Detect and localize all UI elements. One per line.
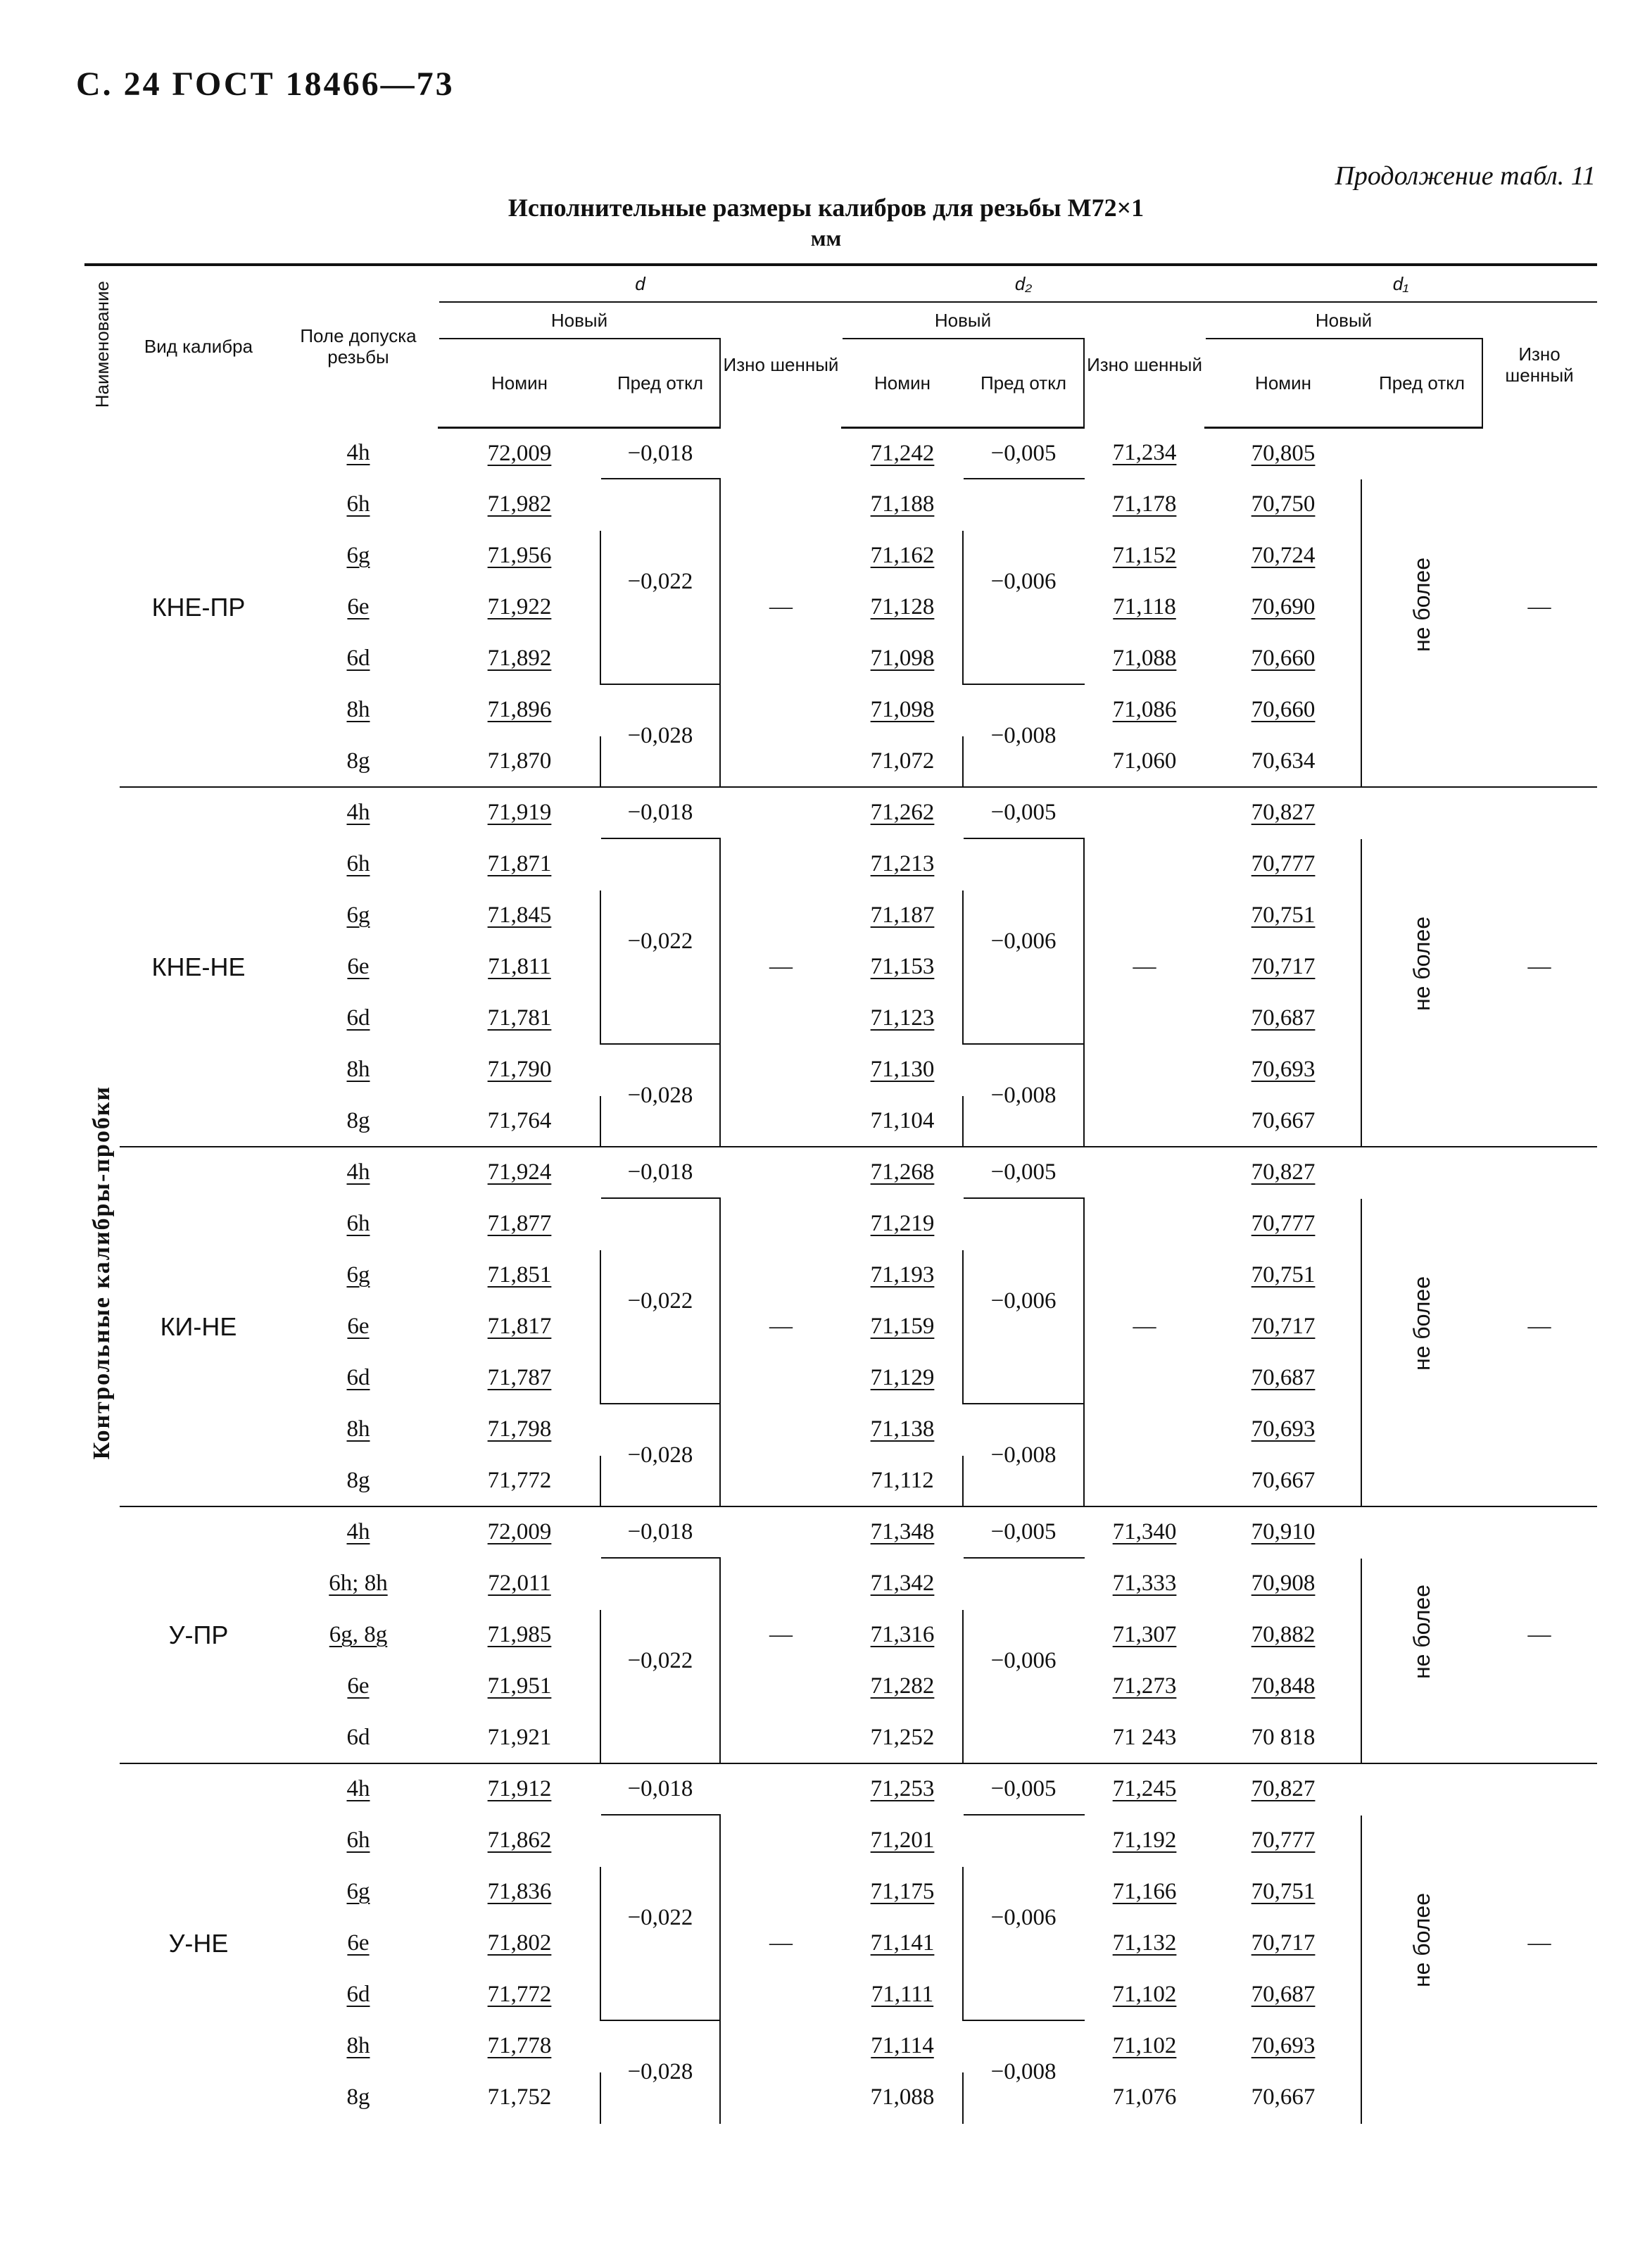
d1-nominal: 70,687	[1251, 1982, 1316, 2007]
d-nominal: 71,919	[487, 800, 552, 825]
d1-worn: —	[1482, 1506, 1596, 1763]
tolerance-field: 6e	[347, 1930, 370, 1956]
d2-nominal: 71,201	[870, 1827, 935, 1853]
header-d2-limit-dev: Пред откл	[963, 339, 1084, 428]
d-nominal: 71,956	[487, 543, 552, 568]
table-row	[85, 787, 1596, 838]
d-nominal: 71,752	[439, 2072, 600, 2123]
header-d-nominal: Номин	[439, 339, 600, 428]
d-nominal: 71,924	[487, 1159, 552, 1185]
d2-worn: 71,273	[1112, 1673, 1177, 1699]
d2-limit-dev: −0,005	[963, 1506, 1084, 1558]
d2-limit-dev: −0,005	[963, 787, 1084, 838]
d2-limit-dev: −0,008	[963, 2020, 1084, 2123]
d2-nominal: 71,112	[842, 1455, 963, 1506]
tolerance-field: 6d	[346, 1982, 370, 2007]
header-name: Наименование	[85, 265, 119, 428]
table-unit: мм	[810, 225, 842, 251]
d2-nominal: 71,268	[870, 1159, 935, 1185]
d-limit-dev: −0,022	[600, 1815, 720, 2020]
d-nominal: 71,922	[487, 594, 552, 619]
d-nominal: 72,011	[488, 1571, 551, 1596]
tolerance-field: 6g	[346, 1262, 370, 1288]
tolerance-field: 8g	[278, 2072, 439, 2123]
d1-worn: —	[1482, 428, 1596, 788]
d2-worn: 71 243	[1084, 1712, 1205, 1763]
d-nominal: 71,781	[487, 1005, 552, 1031]
d2-nominal: 71,253	[870, 1776, 935, 1801]
d-worn: —	[720, 1763, 842, 2123]
d2-worn: 71,102	[1112, 2033, 1177, 2058]
d2-nominal: 71,188	[870, 491, 935, 517]
d2-nominal: 71,138	[870, 1416, 935, 1442]
tolerance-field: 4h	[346, 800, 370, 825]
d1-nominal: 70,827	[1251, 1159, 1316, 1185]
d-nominal: 71,764	[439, 1095, 600, 1147]
d-nominal: 71,772	[439, 1455, 600, 1506]
d1-nominal: 70,660	[1251, 697, 1316, 722]
d-limit-dev: −0,028	[600, 684, 720, 787]
d-nominal: 71,871	[487, 851, 552, 876]
d-nominal: 71,802	[487, 1930, 552, 1956]
side-label: Контрольные калибры-пробки	[89, 1085, 115, 1459]
d-nominal: 71,892	[487, 646, 552, 671]
tolerance-field: 6d	[346, 1365, 370, 1390]
table-row	[85, 1763, 1596, 1815]
d-nominal: 71,772	[487, 1982, 552, 2007]
d-nominal: 71,787	[487, 1365, 552, 1390]
d2-worn: 71,086	[1112, 697, 1177, 722]
d-limit-dev: −0,018	[600, 428, 720, 479]
header-d1-new: Новый	[1205, 302, 1482, 339]
d2-worn: 71,102	[1112, 1982, 1177, 2007]
d1-nominal: 70,827	[1251, 800, 1316, 825]
tolerance-field: 6h	[346, 1211, 370, 1236]
d1-nominal: 70,777	[1251, 1827, 1316, 1853]
d1-nominal: 70,693	[1251, 2033, 1316, 2058]
d-nominal: 72,009	[487, 440, 552, 466]
tolerance-field: 6d	[346, 646, 370, 671]
header-d2-new: Новый	[842, 302, 1084, 339]
d2-nominal: 71,348	[870, 1519, 935, 1544]
d2-worn: 71,132	[1112, 1930, 1177, 1956]
d2-nominal: 71,153	[870, 954, 935, 979]
d2-nominal: 71,262	[870, 800, 935, 825]
d2-nominal: 71,123	[870, 1005, 935, 1031]
d2-worn: 71,234	[1112, 440, 1177, 466]
d1-nominal: 70,882	[1251, 1622, 1316, 1647]
d2-worn: 71,060	[1084, 736, 1205, 787]
tolerance-field: 8h	[346, 2033, 370, 2058]
tolerance-field: 4h	[346, 1776, 370, 1801]
tolerance-field: 6d	[278, 1712, 439, 1763]
header-d-new: Новый	[439, 302, 720, 339]
d1-nominal: 70,693	[1251, 1416, 1316, 1442]
d-nominal: 71,985	[487, 1622, 552, 1647]
d2-nominal: 71,104	[842, 1095, 963, 1147]
d2-nominal: 71,282	[870, 1673, 935, 1699]
d1-note: не более	[1361, 1763, 1482, 2123]
kind-ki-ne: КИ-НЕ	[119, 1147, 278, 1506]
tolerance-field: 4h	[346, 440, 370, 466]
d-nominal: 71,811	[488, 954, 551, 979]
header-d1: d₁	[1205, 265, 1596, 302]
d2-limit-dev: −0,006	[963, 1815, 1084, 2020]
d-nominal: 71,870	[439, 736, 600, 787]
d2-nominal: 71,111	[871, 1982, 934, 2007]
d1-nominal: 70,751	[1251, 902, 1316, 928]
d-worn: —	[720, 1506, 842, 1763]
header-d-worn: Изно шенный	[720, 302, 842, 428]
d-nominal: 71,912	[487, 1776, 552, 1801]
d1-nominal: 70,717	[1251, 1314, 1316, 1339]
d-limit-dev: −0,018	[600, 1763, 720, 1815]
header-d1-limit-dev: Пред откл	[1361, 339, 1482, 428]
d1-nominal: 70,908	[1251, 1571, 1316, 1596]
d2-limit-dev: −0,008	[963, 684, 1084, 787]
d1-nominal: 70,693	[1251, 1057, 1316, 1082]
d2-nominal: 71,252	[842, 1712, 963, 1763]
table-row	[85, 1147, 1596, 1198]
table-row	[85, 1506, 1596, 1558]
d2-limit-dev: −0,006	[963, 1558, 1084, 1763]
d1-nominal: 70,910	[1251, 1519, 1316, 1544]
d2-limit-dev: −0,006	[963, 838, 1084, 1044]
d1-nominal: 70,717	[1251, 1930, 1316, 1956]
d1-nominal: 70,667	[1205, 1095, 1361, 1147]
d2-nominal: 71,128	[870, 594, 935, 619]
d2-worn: 71,192	[1112, 1827, 1177, 1853]
header-kind: Вид калибра	[119, 265, 278, 428]
d-nominal: 71,778	[487, 2033, 552, 2058]
d2-nominal: 71,219	[870, 1211, 935, 1236]
calibre-dimensions-table	[84, 263, 1597, 2124]
d1-nominal: 70,687	[1251, 1005, 1316, 1031]
tolerance-field: 6g	[346, 1879, 370, 1904]
header-d2: d₂	[842, 265, 1205, 302]
tolerance-field: 4h	[346, 1519, 370, 1544]
d2-nominal: 71,114	[871, 2033, 934, 2058]
d1-nominal: 70,687	[1251, 1365, 1316, 1390]
kind-u-pr: У-ПР	[119, 1506, 278, 1763]
tolerance-field: 6g	[346, 543, 370, 568]
header-d-limit-dev: Пред откл	[600, 339, 720, 428]
d-worn: —	[720, 428, 842, 788]
d2-limit-dev: −0,005	[963, 1147, 1084, 1198]
d2-nominal: 71,130	[870, 1057, 935, 1082]
d-nominal: 71,790	[487, 1057, 552, 1082]
d1-nominal: 70,848	[1251, 1673, 1316, 1699]
d-limit-dev: −0,018	[600, 787, 720, 838]
d1-nominal: 70,751	[1251, 1262, 1316, 1288]
d2-nominal: 71,129	[870, 1365, 935, 1390]
d-nominal: 71,798	[487, 1416, 552, 1442]
d2-limit-dev: −0,008	[963, 1044, 1084, 1147]
d1-note: не более	[1361, 428, 1482, 788]
d2-worn: 71,178	[1112, 491, 1177, 517]
page-header: С. 24 ГОСТ 18466—73	[76, 65, 455, 103]
d1-nominal: 70,660	[1251, 646, 1316, 671]
d2-limit-dev: −0,005	[963, 1763, 1084, 1815]
d2-nominal: 71,187	[870, 902, 935, 928]
d-nominal: 71,951	[487, 1673, 552, 1699]
d2-nominal: 71,098	[870, 646, 935, 671]
d2-limit-dev: −0,006	[963, 479, 1084, 684]
kind-kne-pr: КНЕ-ПР	[119, 428, 278, 788]
d-limit-dev: −0,022	[600, 1558, 720, 1763]
d-nominal: 71,896	[487, 697, 552, 722]
d1-nominal: 70,827	[1251, 1776, 1316, 1801]
d2-nominal: 71,098	[870, 697, 935, 722]
d2-worn: 71,088	[1112, 646, 1177, 671]
d2-nominal: 71,162	[870, 543, 935, 568]
header-d1-nominal: Номин	[1205, 339, 1361, 428]
d-nominal: 71,817	[487, 1314, 552, 1339]
d-nominal: 71,921	[439, 1712, 600, 1763]
header-tolerance-field: Поле допуска резьбы	[278, 265, 439, 428]
header-d2-worn: Изно шенный	[1084, 302, 1205, 428]
tolerance-field: 6h; 8h	[329, 1571, 388, 1596]
d2-limit-dev: −0,005	[963, 428, 1084, 479]
d-nominal: 71,851	[487, 1262, 552, 1288]
d2-worn: 71,118	[1113, 594, 1176, 619]
d1-nominal: 70,690	[1251, 594, 1316, 619]
tolerance-field: 8g	[278, 1455, 439, 1506]
d2-nominal: 71,072	[842, 736, 963, 787]
table-row	[85, 428, 1596, 479]
d1-note: не более	[1361, 787, 1482, 1147]
tolerance-field: 6g	[346, 902, 370, 928]
tolerance-field: 8h	[346, 697, 370, 722]
table-continuation-label: Продолжение табл. 11	[1335, 161, 1596, 191]
d2-nominal: 71,242	[870, 440, 935, 466]
d1-nominal: 70,805	[1251, 440, 1316, 466]
tolerance-field: 8h	[346, 1416, 370, 1442]
tolerance-field: 6e	[347, 954, 370, 979]
d-nominal: 71,845	[487, 902, 552, 928]
d-nominal: 72,009	[487, 1519, 552, 1544]
tolerance-field: 6e	[347, 1673, 370, 1699]
d2-worn: —	[1084, 787, 1205, 1147]
d2-worn: 71,340	[1112, 1519, 1177, 1544]
kind-u-ne: У-НЕ	[119, 1763, 278, 2123]
header-d2-nominal: Номин	[842, 339, 963, 428]
d2-worn: —	[1084, 1147, 1205, 1506]
d2-limit-dev: −0,008	[963, 1404, 1084, 1506]
d2-worn: 71,307	[1112, 1622, 1177, 1647]
header-d: d	[439, 265, 842, 302]
d1-nominal: 70,777	[1251, 851, 1316, 876]
d-limit-dev: −0,028	[600, 2020, 720, 2123]
d-nominal: 71,836	[487, 1879, 552, 1904]
d1-worn: —	[1482, 1147, 1596, 1506]
tolerance-field: 6e	[347, 594, 370, 619]
d1-nominal: 70,667	[1205, 1455, 1361, 1506]
d-worn: —	[720, 1147, 842, 1506]
d2-nominal: 71,213	[870, 851, 935, 876]
d2-worn: 71,166	[1112, 1879, 1177, 1904]
d-limit-dev: −0,028	[600, 1404, 720, 1506]
d1-worn: —	[1482, 787, 1596, 1147]
d1-nominal: 70 818	[1205, 1712, 1361, 1763]
tolerance-field: 4h	[346, 1159, 370, 1185]
d-limit-dev: −0,018	[600, 1506, 720, 1558]
d-limit-dev: −0,018	[600, 1147, 720, 1198]
d1-note: не более	[1361, 1506, 1482, 1763]
d1-nominal: 70,724	[1251, 543, 1316, 568]
d2-worn: 71,076	[1084, 2072, 1205, 2123]
d-limit-dev: −0,022	[600, 1198, 720, 1404]
d2-worn: 71,245	[1112, 1776, 1177, 1801]
header-d1-worn: Изно шенный	[1482, 302, 1596, 428]
tolerance-field: 6h	[346, 1827, 370, 1853]
d1-nominal: 70,667	[1205, 2072, 1361, 2123]
d1-nominal: 70,717	[1251, 954, 1316, 979]
d2-worn: 71,152	[1112, 543, 1177, 568]
d-worn: —	[720, 787, 842, 1147]
d1-nominal: 70,777	[1251, 1211, 1316, 1236]
d-nominal: 71,877	[487, 1211, 552, 1236]
tolerance-field: 6g, 8g	[329, 1622, 388, 1647]
d1-nominal: 70,751	[1251, 1879, 1316, 1904]
d-limit-dev: −0,022	[600, 838, 720, 1044]
tolerance-field: 8g	[278, 1095, 439, 1147]
d-nominal: 71,862	[487, 1827, 552, 1853]
d1-worn: —	[1482, 1763, 1596, 2123]
tolerance-field: 8g	[278, 736, 439, 787]
d2-nominal: 71,159	[870, 1314, 935, 1339]
d1-nominal: 70,750	[1251, 491, 1316, 517]
d2-nominal: 71,342	[870, 1571, 935, 1596]
d2-worn: 71,333	[1112, 1571, 1177, 1596]
d2-limit-dev: −0,006	[963, 1198, 1084, 1404]
d-limit-dev: −0,028	[600, 1044, 720, 1147]
kind-kne-ne: КНЕ-НЕ	[119, 787, 278, 1147]
tolerance-field: 6e	[347, 1314, 370, 1339]
d2-nominal: 71,175	[870, 1879, 935, 1904]
tolerance-field: 8h	[346, 1057, 370, 1082]
d1-nominal: 70,634	[1205, 736, 1361, 787]
d2-nominal: 71,316	[870, 1622, 935, 1647]
tolerance-field: 6h	[346, 851, 370, 876]
tolerance-field: 6d	[346, 1005, 370, 1031]
table-title: Исполнительные размеры калибров для резьбы М72×1	[507, 194, 1145, 222]
d-nominal: 71,982	[487, 491, 552, 517]
tolerance-field: 6h	[346, 491, 370, 517]
d2-nominal: 71,141	[870, 1930, 935, 1956]
d1-note: не более	[1361, 1147, 1482, 1506]
d2-nominal: 71,088	[842, 2072, 963, 2123]
d-limit-dev: −0,022	[600, 479, 720, 684]
d2-nominal: 71,193	[870, 1262, 935, 1288]
